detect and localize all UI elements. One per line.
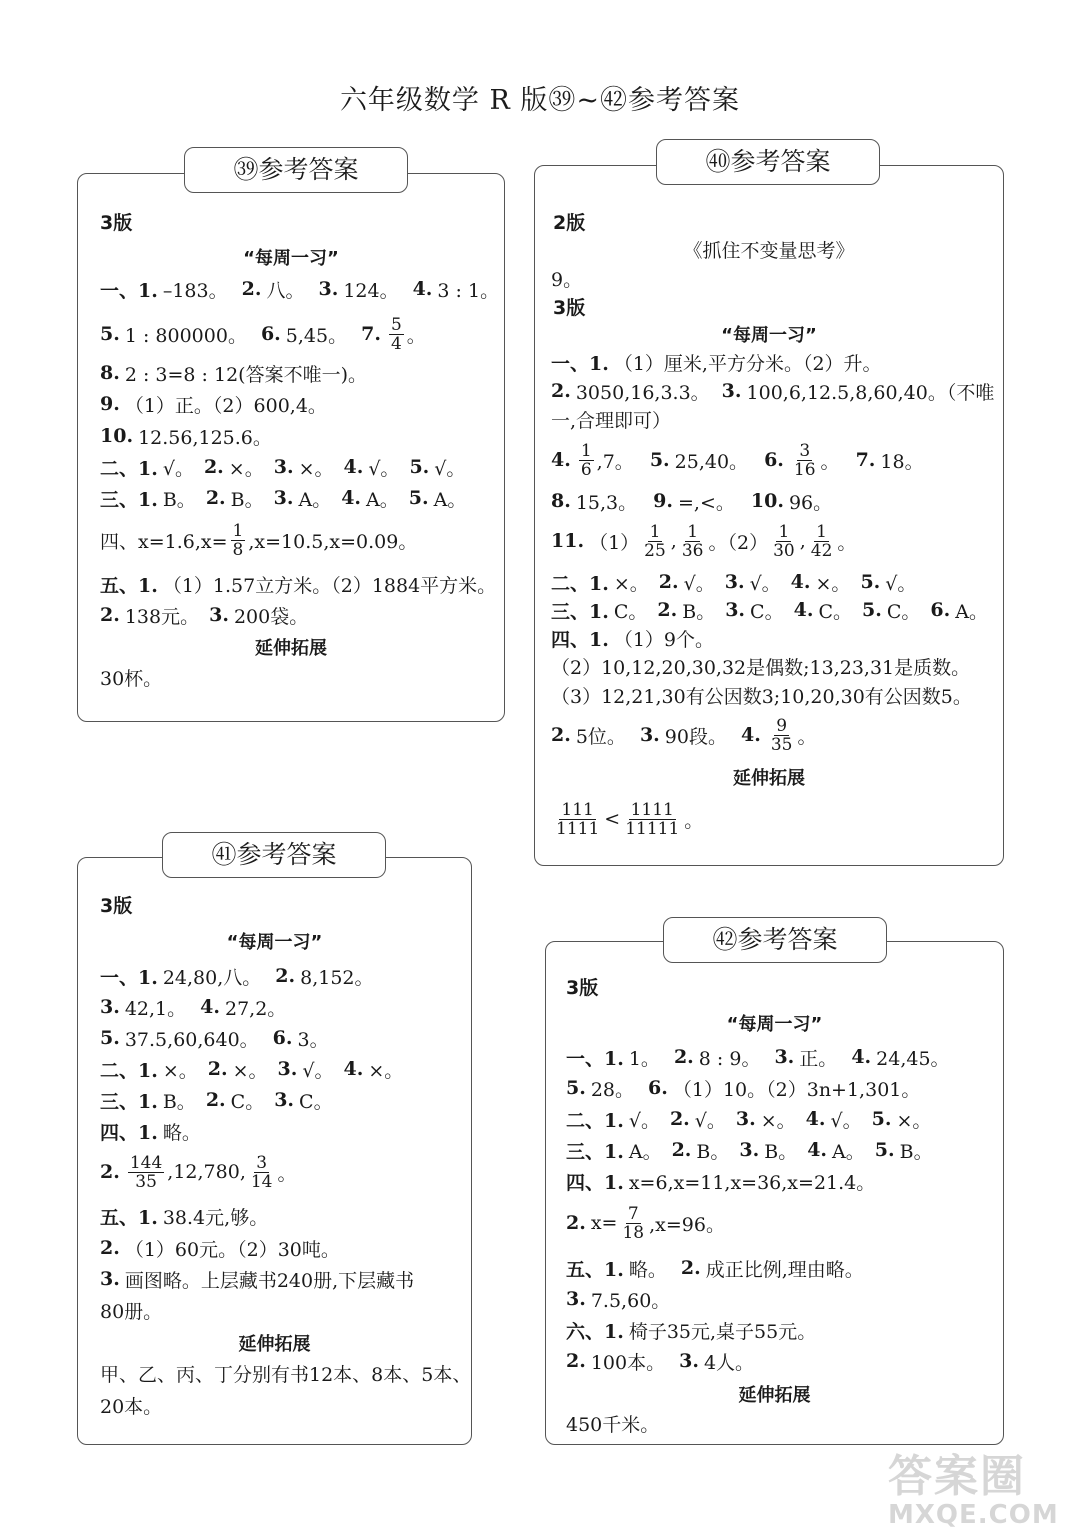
fraction: $\frac{1}{42}$ xyxy=(810,521,833,561)
answer-line: 二、1. ×。 2. √。 3. √。 4. ×。 5. √。 xyxy=(551,571,917,595)
answer-line: 9. （1）正。（2）600,4。 xyxy=(100,393,327,417)
answer-line: 80册。 xyxy=(100,1300,163,1323)
answer-box-39 xyxy=(77,173,505,722)
answer-box-41 xyxy=(77,857,472,1445)
watermark-url: MXQE.COM xyxy=(888,1500,1059,1530)
version-label: 2版 xyxy=(553,212,586,234)
answer-line: 3. 画图略。上层藏书240册,下层藏书 xyxy=(100,1268,415,1292)
version-label: 3版 xyxy=(100,212,133,234)
section-heading-weekly: “每周一习” xyxy=(243,248,339,269)
answer-line: 四、1. x=6,x=11,x=36,x=21.4。 xyxy=(566,1171,876,1194)
answer-line: 3. 7.5,60。 xyxy=(566,1288,671,1312)
section-heading-extension: 延伸拓展 xyxy=(238,1334,311,1355)
fraction: $\frac{144}{35}$ xyxy=(129,1152,163,1192)
answer-line: 一、1. 24,80,八。 2. 8,152。 xyxy=(100,965,374,989)
fraction: $\frac{9}{35}$ xyxy=(770,715,793,755)
version-label: 3版 xyxy=(100,895,133,917)
answer-line: （3）12,21,30有公因数3;10,20,30有公因数5。 xyxy=(551,685,972,708)
answer-line: 2. （1）60元。（2）30吨。 xyxy=(100,1237,340,1261)
answer-tab-41: ㊶参考答案 xyxy=(162,832,386,878)
answer-line: 二、1. √。 2. √。 3. ×。 4. √。 5. ×。 xyxy=(566,1108,932,1132)
answer-line: 450千米。 xyxy=(566,1413,660,1436)
fraction: $\frac{1}{30}$ xyxy=(773,521,795,561)
answer-line: 四、1. 略。 xyxy=(100,1121,201,1144)
answer-line: 2. 138元。 3. 200袋。 xyxy=(100,604,309,628)
answer-line: 10. 12.56,125.6。 xyxy=(100,425,272,449)
answer-line: 8. 2 : 3=8 : 12(答案不唯一)。 xyxy=(100,362,367,386)
answer-line: 三、1. B。 2. B。 3. A。 4. A。 5. A。 xyxy=(100,487,467,511)
answer-line: 二、1. √。 2. ×。 3. ×。 4. √。 5. √。 xyxy=(100,456,466,480)
answer-line: （2）10,12,20,30,32是偶数;13,23,31是质数。 xyxy=(551,656,971,679)
answer-line: 5. 37.5,60,640。 6. 3。 xyxy=(100,1027,329,1051)
answer-line: 9。 xyxy=(551,268,583,291)
section-heading-extension: 延伸拓展 xyxy=(733,768,805,789)
answer-line: 2. $\frac{144}{35}$ ,12,780, $\frac{3}{14}$ 。 xyxy=(100,1152,297,1192)
section-heading-weekly: “每周一习” xyxy=(226,932,323,953)
answer-line: 四、1. （1）9个。 xyxy=(551,628,715,651)
fraction: $\frac{1}{36}$ xyxy=(681,521,704,561)
answer-tab-39: ㊴参考答案 xyxy=(184,147,408,193)
answer-line: $\frac{111}{1111}$ < $\frac{1111}{11111}$ 。 xyxy=(556,799,704,839)
answer-line: 2. 5位。 3. 90段。 4. $\frac{9}{35}$ 。 xyxy=(551,715,817,755)
answer-line: 五、1. （1）1.57立方米。（2）1884平方米。 xyxy=(100,574,497,597)
answer-line: 六、1. 椅子35元,桌子55元。 xyxy=(566,1320,817,1343)
answer-line: 2. 3050,16,3.3。 3. 100,6,12.5,8,60,40。（不唯 xyxy=(551,380,995,404)
answer-line: 3. 42,1。 4. 27,2。 xyxy=(100,996,287,1020)
answer-line: 四、x=1.6,x= $\frac{1}{8}$ ,x=10.5,x=0.09。 xyxy=(100,520,418,560)
answer-line: 一、1. 1。 2. 8 : 9。 3. 正。 4. 24,45。 xyxy=(566,1046,950,1070)
answer-line: 五、1. 略。 2. 成正比例,理由略。 xyxy=(566,1257,864,1281)
answer-tab-40: ㊵参考答案 xyxy=(656,139,880,185)
answer-line: 一,合理即可） xyxy=(551,409,672,432)
fraction: $\frac{3}{16}$ xyxy=(793,440,816,480)
answer-line: 20本。 xyxy=(100,1395,163,1418)
answer-line: 二、1. ×。 2. ×。 3. √。 4. ×。 xyxy=(100,1058,404,1082)
section-heading-weekly: “每周一习” xyxy=(721,325,817,346)
answer-line: 2. 100本。 3. 4人。 xyxy=(566,1350,755,1374)
answer-line: 五、1. 38.4元,够。 xyxy=(100,1206,269,1229)
fraction: $\frac{1}{6}$ xyxy=(580,440,592,480)
answer-tab-42: ㊷参考答案 xyxy=(663,917,887,963)
answer-line: 一、1. （1）厘米,平方分米。（2）升。 xyxy=(551,352,882,375)
fraction: $\frac{1111}{11111}$ xyxy=(625,799,680,839)
answer-line: 8. 15,3。 9. =,<。 10. 96。 xyxy=(551,490,833,514)
answer-line: 30杯。 xyxy=(100,667,163,690)
fraction: $\frac{1}{25}$ xyxy=(644,521,666,561)
fraction: $\frac{3}{14}$ xyxy=(250,1152,273,1192)
answer-line: 一、1. –183。 2. 八。 3. 124。 4. 3 : 1。 xyxy=(100,278,500,302)
answer-line: 三、1. A。 2. B。 3. B。 4. A。 5. B。 xyxy=(566,1139,933,1163)
section-heading-book: 《抓住不变量思考》 xyxy=(683,240,855,262)
version-label: 3版 xyxy=(566,977,599,999)
fraction: $\frac{5}{4}$ xyxy=(390,314,402,354)
fraction: $\frac{111}{1111}$ xyxy=(556,799,600,839)
section-heading-weekly: “每周一习” xyxy=(726,1014,823,1035)
section-heading-extension: 延伸拓展 xyxy=(255,638,327,659)
answer-line: 4. $\frac{1}{6}$ ,7。 5. 25,40。 6. $\frac{3}{16}$ 。 7. 18。 xyxy=(551,440,924,480)
watermark-text: 答案圈 xyxy=(888,1451,1026,1502)
watermark-logo xyxy=(888,1440,1078,1530)
answer-line: 11. （1） $\frac{1}{25}$ , $\frac{1}{36}$ 。（2） $\frac{1}{30}$ , $\frac{1}{42}$ 。 xyxy=(551,521,857,561)
answer-line: 5. 1 : 800000。 6. 5,45。 7. $\frac{5}{4}$ 。 xyxy=(100,314,426,354)
page-title: 六年级数学 R 版㊴~㊷参考答案 xyxy=(339,85,741,116)
answer-line: 三、1. C。 2. B。 3. C。 4. C。 5. C。 6. A。 xyxy=(551,599,988,623)
section-heading-extension: 延伸拓展 xyxy=(738,1385,811,1406)
answer-line: 三、1. B。 2. C。 3. C。 xyxy=(100,1089,333,1113)
answer-line: 甲、乙、丙、丁分别有书12本、8本、5本、 xyxy=(100,1363,472,1386)
answer-line: 5. 28。 6. （1）10。（2）3n+1,301。 xyxy=(566,1077,921,1101)
answer-box-42 xyxy=(545,941,1004,1445)
answer-box-40 xyxy=(534,165,1004,866)
version-label: 3版 xyxy=(553,297,586,319)
fraction: $\frac{7}{18}$ xyxy=(622,1203,645,1243)
fraction: $\frac{1}{8}$ xyxy=(232,520,244,560)
answer-line: 2. x= $\frac{7}{18}$ ,x=96。 xyxy=(566,1203,725,1243)
